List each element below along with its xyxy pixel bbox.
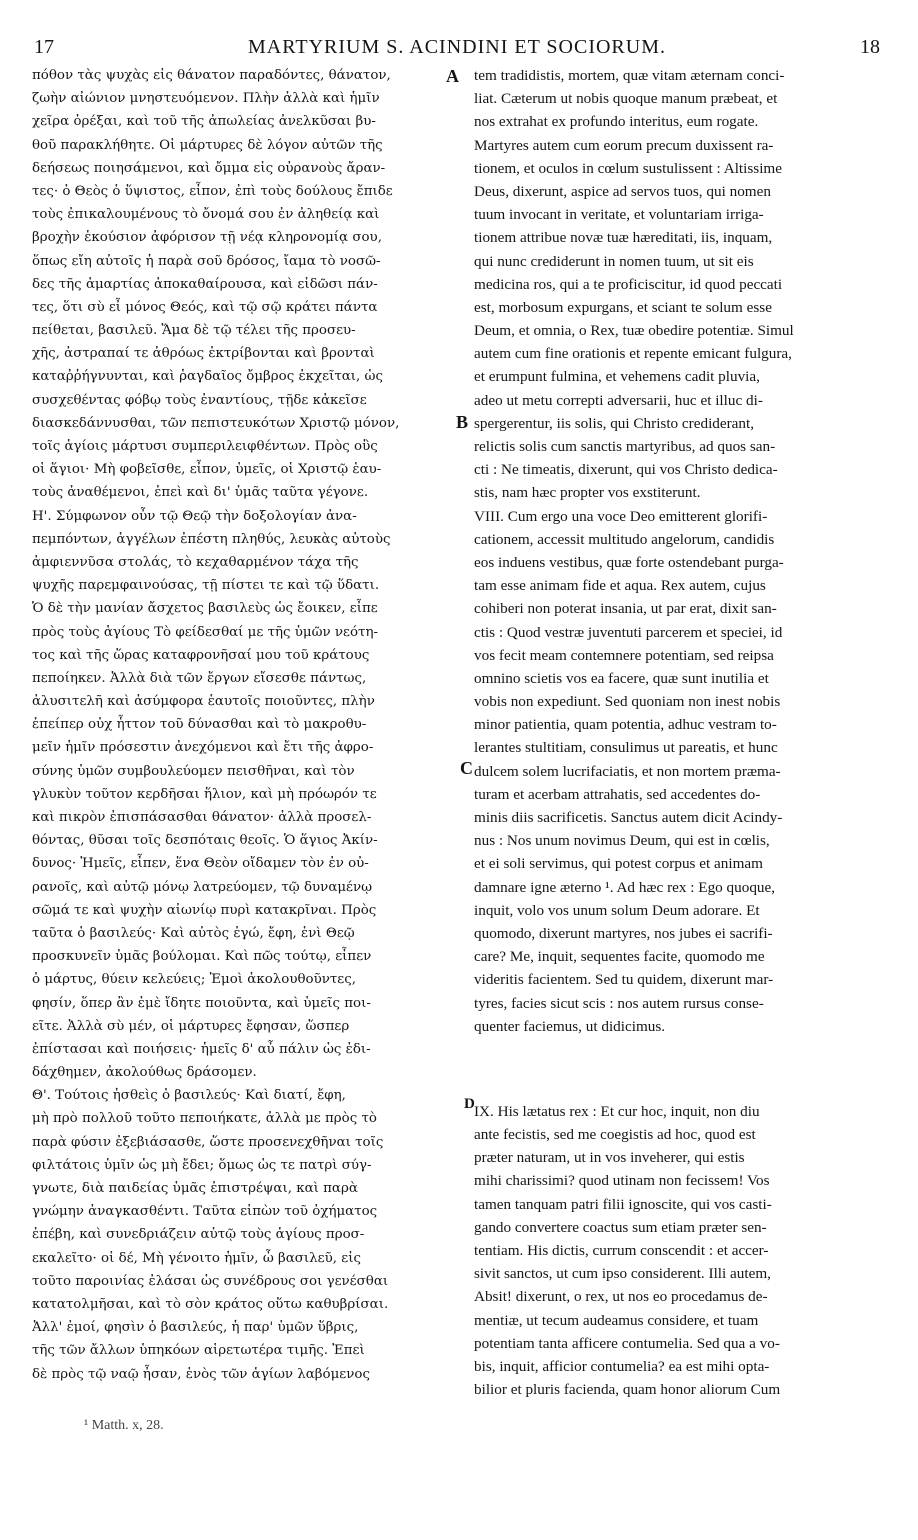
latin-text-line: relictis solis cum sanctis martyribus, ad quos san- (474, 438, 776, 455)
footnote: ¹ Matth. x, 28. (84, 1418, 164, 1433)
greek-text-line: τοῦτο παροινίας ἐλάσαι ὡς συνέδρους σοι γενέσθαι (32, 1273, 389, 1289)
latin-text-line: tem tradidistis, mortem, quæ vitam æternam conci- (474, 67, 785, 84)
latin-text-line: tionem, et oculos in cœlum sustulissent : Altissime (474, 159, 782, 177)
latin-text-line: Absit! dixerunt, o rex, ut nos eo procedamus de- (474, 1288, 768, 1306)
greek-text-line: ρανοῖς, καὶ αὐτῷ μόνῳ λατρεύομεν, τῷ δυναμένῳ (32, 879, 373, 895)
latin-block-2 (474, 1100, 878, 1401)
latin-text-line: sivit sanctos, ut cum ipso considerent. Illi autem, (474, 1265, 771, 1283)
latin-text-line: VIII. Cum ergo una voce Deo emitterent glorifi- (474, 507, 768, 525)
greek-text-line: χῆς, ἀστραπαί τε ἀθρόως ἐκτρίβονται καὶ βρονταὶ (32, 346, 375, 362)
greek-text-line: θοῦ παρακλήθητε. Οἱ μάρτυρες δὲ λόγον αὐτῶν τῆς (32, 137, 383, 153)
latin-text-line: vobis non expediunt. Sed quoniam non inest nobis (474, 693, 781, 711)
latin-text-line: videritis facientem. Sed tu quidem, dixerunt mar- (474, 971, 774, 989)
latin-text-line: qui nunc crediderunt in nomen tuum, ut sit eis (474, 252, 754, 270)
greek-text-line: σύνης ὑμῶν συμβουλεύομεν πεισθῆναι, καὶ τὸν (32, 763, 355, 779)
latin-text-line: care? Me, inquit, sequentes facite, quomodo me (474, 948, 765, 966)
greek-text-line: πόθον τὰς ψυχὰς εἰς θάνατον παραδόντες, θάνατον, (32, 68, 391, 83)
margin-marker-a: A (446, 66, 459, 86)
latin-text-line: et ei soli servimus, qui potest corpus et animam (474, 855, 763, 873)
latin-text-line: et erumpunt fulmina, et vehemens cadit pluvia, (474, 368, 760, 386)
latin-text-line: autem cum fine orationis et repente emicant fulgura, (474, 345, 792, 363)
page-header (34, 36, 880, 60)
latin-text-line: mentiæ, ut tecum audeamus considere, et tuam (474, 1311, 759, 1329)
latin-text-line: tyres, facies sicut scis : nos autem rursus conse- (474, 994, 764, 1012)
latin-text-line: nus : Nos unum novimus Deum, qui est in cœlis, (474, 832, 770, 850)
latin-text-line: bilior et pluris facienda, quam honor aliorum Cum (474, 1381, 781, 1399)
latin-text-line: Martyres autem cum eorum precum duxissent ra- (474, 136, 774, 154)
greek-text-line: δεήσεως ποιησάμενοι, καὶ ὄμμα εἰς οὐρανοὺς ἄραν- (32, 160, 386, 176)
greek-text-line: ψυχῆς παρεμφαινούσας, τῇ πίστει τε καὶ τῷ ὕδατι. (32, 578, 380, 594)
latin-text-line: tionem attribue novæ tuæ hæreditati, iis, inquam, (474, 229, 773, 247)
section-gap (474, 1038, 878, 1100)
latin-text-line: eos induens vestibus, quæ forte ostendebant purga- (474, 553, 784, 571)
latin-text-line: IX. His lætatus rex : Et cur hoc, inquit, non diu (474, 1102, 760, 1120)
latin-text-line: tuum invocant in veritate, et voluntariam irriga- (474, 206, 764, 224)
greek-text-line: βροχὴν ἑκούσιον ἀφόρισον τῇ νέᾳ κληρονομίᾳ σου, (32, 230, 382, 246)
latin-text-line: quenter faciemus, ut didicimus. (474, 1017, 666, 1035)
greek-text-line: τοὺς ἀναθέμενοι, ἐπεὶ καὶ δι' ὑμᾶς ταῦτα γέγονε. (32, 485, 369, 501)
latin-text-line: cohiberi non poterat insania, ut par erat, dixit san- (474, 600, 777, 618)
greek-text-line: γνωτε, διὰ παιδείας ὑμᾶς ἐπιστρέψαι, καὶ παρὰ (32, 1181, 358, 1196)
greek-text-line: χεῖρα ὀρέξαι, καὶ τοῦ τῆς ἀπωλείας ἀνελκῦσαι βυ- (32, 114, 376, 130)
latin-text-line: tam esse animam fide et aqua. Rex autem, cujus (474, 577, 766, 595)
latin-text-line: minis diis sacrificetis. Sanctus autem dicit Acindy- (474, 809, 783, 826)
greek-text-line: τες, ὅτι σὺ εἶ μόνος Θεός, καὶ τῷ σῷ κράτει πάντα (32, 299, 378, 315)
greek-text-column (32, 64, 460, 1386)
greek-text-line: πεμπόντων, ἀγγέλων ἐπέστη πληθύς, λευκὰς αὐτοὺς (32, 531, 391, 547)
latin-text-line: tentiam. His dictis, currum conscendit : et accer- (474, 1242, 769, 1259)
latin-text-line: potentiam tanta afficere contumelia. Sed qua a vo- (474, 1334, 780, 1352)
running-title: MARTYRIUM S. ACINDINI ET SOCIORUM. (247, 36, 666, 58)
greek-text-line: δάχθημεν, ἀκολούθως δράσομεν. (32, 1065, 257, 1081)
greek-text-line: καταῤῥήγνυνται, καὶ ῥαγδαῖος ὄμβρος ἐκχεῖται, ὡς (32, 369, 383, 385)
greek-text-line: τες· ὁ Θεὸς ὁ ὕψιστος, εἶπον, ἐπὶ τοὺς δούλους ἔπιδε (32, 183, 393, 199)
greek-text-line: δὲ πρὸς τῷ ναῷ ἦσαν, ἑνὸς τῶν ἁγίων λαβόμενος (32, 1366, 370, 1382)
greek-text-line: σῶμά τε καὶ ψυχὴν αἰωνίῳ πυρὶ κατακρῖναι. Πρὸς (32, 902, 377, 918)
page-number-right: 18 (860, 36, 880, 58)
greek-text-line: καὶ πικρὸν ἐπισπάσασθαι θάνατον· ἀλλὰ προσελ- (32, 810, 372, 825)
latin-text-line: præter naturam, ut in vos inveherer, qui estis (474, 1149, 745, 1167)
greek-text-line: ἀμφιεννῦσα στολάς, τὸ κεχαθαρμένον τάχα τῆς (32, 554, 359, 570)
margin-marker-b: B (456, 412, 469, 432)
latin-text-line: Deus, dixerunt, aspice ad servos tuos, qui nomen (474, 182, 771, 200)
latin-text-line: ante fecistis, sed me coegistis ad hoc, quod est (474, 1126, 756, 1144)
greek-text-line: Η'. Σύμφωνον οὖν τῷ Θεῷ τὴν δοξολογίαν ἀνα- (32, 508, 357, 524)
greek-text-line: παρὰ φύσιν ἐξεβιάσασθε, ὥστε προσενεχθῆναι τοῖς (32, 1134, 384, 1150)
margin-marker-d: D (464, 1096, 475, 1112)
latin-text-line: turam et acerbam attrahatis, sed accedentes do- (474, 785, 761, 803)
page-number-left: 17 (34, 36, 54, 58)
greek-text-line: τοὺς ἐπικαλουμένους τὸ ὄνομά σου ἐν ἀληθείᾳ καὶ (32, 207, 380, 223)
latin-text-line: quomodo, dixerunt martyres, nos jubes ei sacrifi- (474, 924, 773, 942)
greek-text-line: Θ'. Τούτοις ἡσθεὶς ὁ βασιλεύς· Καὶ διατί, ἔφη, (32, 1088, 346, 1104)
greek-text-line: μὴ πρὸ πολλοῦ τοῦτο πεποιήκατε, ἀλλὰ με πρὸς τὸ (32, 1111, 377, 1127)
latin-text-line: cationem, accessit multitudo angelorum, candidis (474, 530, 775, 548)
latin-text-line: est, morbosum expurgans, et sciant te solum esse (474, 298, 772, 316)
greek-text-line: μεῖν ἡμῖν πρόσεστιν ἀνεχόμενοι καὶ ἔτι τῆς ἀφρο- (32, 740, 374, 756)
greek-text-line: προσκυνεῖν ὑμᾶς βούλομαι. Καὶ πῶς τούτῳ, εἶπεν (32, 949, 372, 965)
greek-text-line: τῆς τῶν ἄλλων ὑπηκόων αἱρετωτέρα τιμῆς. Ἐπεὶ (32, 1343, 365, 1359)
greek-text-line: πείθεται, βασιλεῦ. Ἅμα δὲ τῷ τέλει τῆς προσευ- (32, 323, 356, 339)
greek-text-line: κατατολμῆσαι, καὶ τὸ σὸν κράτος οὕτω καθυβρίσαι. (32, 1296, 389, 1312)
latin-text-line: bis, inquit, afficior contumelia? ea est mihi opta- (474, 1357, 770, 1375)
latin-text-line: dulcem solem lucrifaciatis, et non mortem præma- (474, 762, 781, 780)
greek-text-line: φησίν, ὅπερ ἂν ἐμὲ ἴδητε ποιοῦντα, καὶ ὑμεῖς ποι- (32, 995, 371, 1011)
latin-text-line: lerantes stultitiam, consulimus ut pareatis, et hunc (474, 739, 778, 757)
greek-text-line: τος καὶ τῆς ὥρας καταφρονῆσαί μου τοῦ κράτους (32, 647, 370, 663)
greek-text-line: εκαλεῖτο· οἱ δέ, Μὴ γένοιτο ἡμῖν, ὦ βασιλεῦ, εἰς (32, 1250, 361, 1266)
latin-text-line: Deum, et omnia, o Rex, tuæ obedire potentiæ. Simul (474, 322, 794, 340)
latin-text-line: nos extrahat ex profundo interitus, eum rogate. (474, 113, 759, 131)
latin-text-line: cti : Ne timeatis, dixerunt, qui vos Christo dedica- (474, 461, 778, 479)
latin-text-line: omnino scietis vos ea facere, quæ sunt inutilia et (474, 669, 769, 687)
greek-text-line: ζωὴν αἰώνιον μνηστευόμενον. Πλὴν ἀλλὰ καὶ ἡμῖν (32, 91, 380, 107)
greek-text-line: φιλτάτοις ὑμῖν ὡς μὴ ἔδει; ὅμως ὡς τε πατρὶ σύγ- (32, 1157, 372, 1173)
greek-text-line: Ἀλλ' ἐμοί, φησὶν ὁ βασιλεύς, ἡ παρ' ὑμῶν ὕβρις, (32, 1320, 359, 1336)
latin-text-column (474, 64, 878, 1401)
greek-text-line: τοῖς ἁγίοις μάρτυσι συμπεριλειφθέντων. Πρὸς οὓς (32, 439, 378, 454)
latin-text-line: ctis : Quod vestræ juventuti parcerem et speciei, id (474, 623, 783, 641)
greek-text-line: ἐπίστασαι καὶ ποιήσεις· ἡμεῖς δ' αὖ πάλιν ὡς ἐδι- (32, 1041, 371, 1057)
greek-text-line: πεποίηκεν. Ἀλλὰ διὰ τῶν ἔργων εἴσεσθε πάντως, (32, 670, 367, 686)
greek-text-line: γνώμην ἀναγκασθέντι. Ταῦτα εἰπὼν τοῦ ὀχήματος (32, 1204, 378, 1220)
latin-text-line: gando convertere coactus sum etiam præter sen- (474, 1218, 767, 1236)
latin-text-line: tamen tanquam patri filii ignoscite, qui vos casti- (474, 1195, 772, 1213)
greek-text-line: πρὸς τοὺς ἁγίους Τὸ φείδεσθαί με τῆς ὑμῶν νεότη- (32, 624, 379, 640)
greek-text-line: συσχεθέντας φόβῳ τοὺς ἐναντίους, τῇδε κἀκεῖσε (32, 392, 367, 408)
greek-text-line: ὅπως εἴη αὐτοῖς ἡ παρὰ σοῦ δρόσος, ἴαμα τὸ νοσῶ- (32, 253, 381, 269)
latin-text-line: stis, nam hæc propter vos exstiterunt. (474, 484, 701, 502)
latin-text-line: medicina ros, qui a te proficiscitur, id quod peccati (474, 275, 783, 293)
latin-text-line: spergerentur, iis solis, qui Christo crediderant, (474, 414, 755, 432)
latin-text-line: adeo ut metu correpti adversarii, huc et illuc di- (474, 391, 763, 409)
latin-text-line: vos fecit meam contemnere potentiam, sed reipsa (474, 646, 774, 664)
greek-text-line: θόντας, θῦσαι τοῖς δεσπόταις θεοῖς. Ὁ ἅγιος Ἀκίν- (32, 833, 378, 849)
latin-text-line: damnare igne æterno ¹. Ad hæc rex : Ego quoque, (474, 878, 776, 896)
latin-text-line: inquit, volo vos unum solum Deum adorare. Et (474, 901, 760, 919)
greek-text-line: δες τῆς ἁμαρτίας ἀποκαθαίρουσα, καὶ εἰδῶσι πάν- (32, 276, 378, 292)
greek-text-line: δυνος· Ἡμεῖς, εἶπεν, ἕνα Θεὸν οἴδαμεν τὸν ἐν οὐ- (32, 856, 369, 872)
latin-text-line: mihi charissimi? quod utinam non fecissem! Vos (474, 1172, 770, 1190)
greek-text-line: διασκεδάννυσθαι, τῶν πεπιστευκότων Χριστῷ μόνον, (32, 415, 400, 431)
margin-marker-c: C (460, 758, 473, 778)
greek-text-line: ἐπέβη, καὶ συνεδριάζειν αὐτῷ τοὺς ἁγίους προσ- (32, 1227, 365, 1243)
greek-text-line: οἱ ἅγιοι· Μὴ φοβεῖσθε, εἶπον, ὑμεῖς, οἱ Χριστῷ ἑαυ- (32, 462, 382, 478)
greek-text-line: ταῦτα ὁ βασιλεύς· Καὶ αὐτὸς ἐγώ, ἔφη, ἑνὶ Θεῷ (32, 925, 355, 941)
greek-text-line: ἀλυσιτελῆ καὶ ἀσύμφορα ἑαυτοῖς ποιοῦντες, πλὴν (32, 694, 375, 710)
latin-text-line: minor patientia, quam potentia, adhuc vestram to- (474, 716, 777, 734)
greek-text-line: Ὁ δὲ τὴν μανίαν ἄσχετος βασιλεὺς ὡς ἔοικεν, εἶπε (32, 601, 378, 617)
greek-text-line: ὁ μάρτυς, θύειν κελεύεις; Ἐμοὶ ἀκολουθοῦντες, (32, 972, 356, 988)
greek-text-line: γλυκὺν τοῦτον κερδῆσαι ἥλιον, καὶ μὴ πρόωρόν τε (32, 786, 377, 802)
greek-text-line: ἐπείπερ οὐχ ἧττον τοῦ δύνασθαι καὶ τὸ μακροθυ- (32, 717, 367, 733)
greek-text-line: εῖτε. Ἀλλὰ σὺ μέν, οἱ μάρτυρες ἔφησαν, ὥσπερ (32, 1018, 350, 1034)
latin-block-1 (474, 64, 878, 1038)
latin-text-line: liat. Cæterum ut nobis quoque manum præbeat, et (474, 90, 778, 108)
